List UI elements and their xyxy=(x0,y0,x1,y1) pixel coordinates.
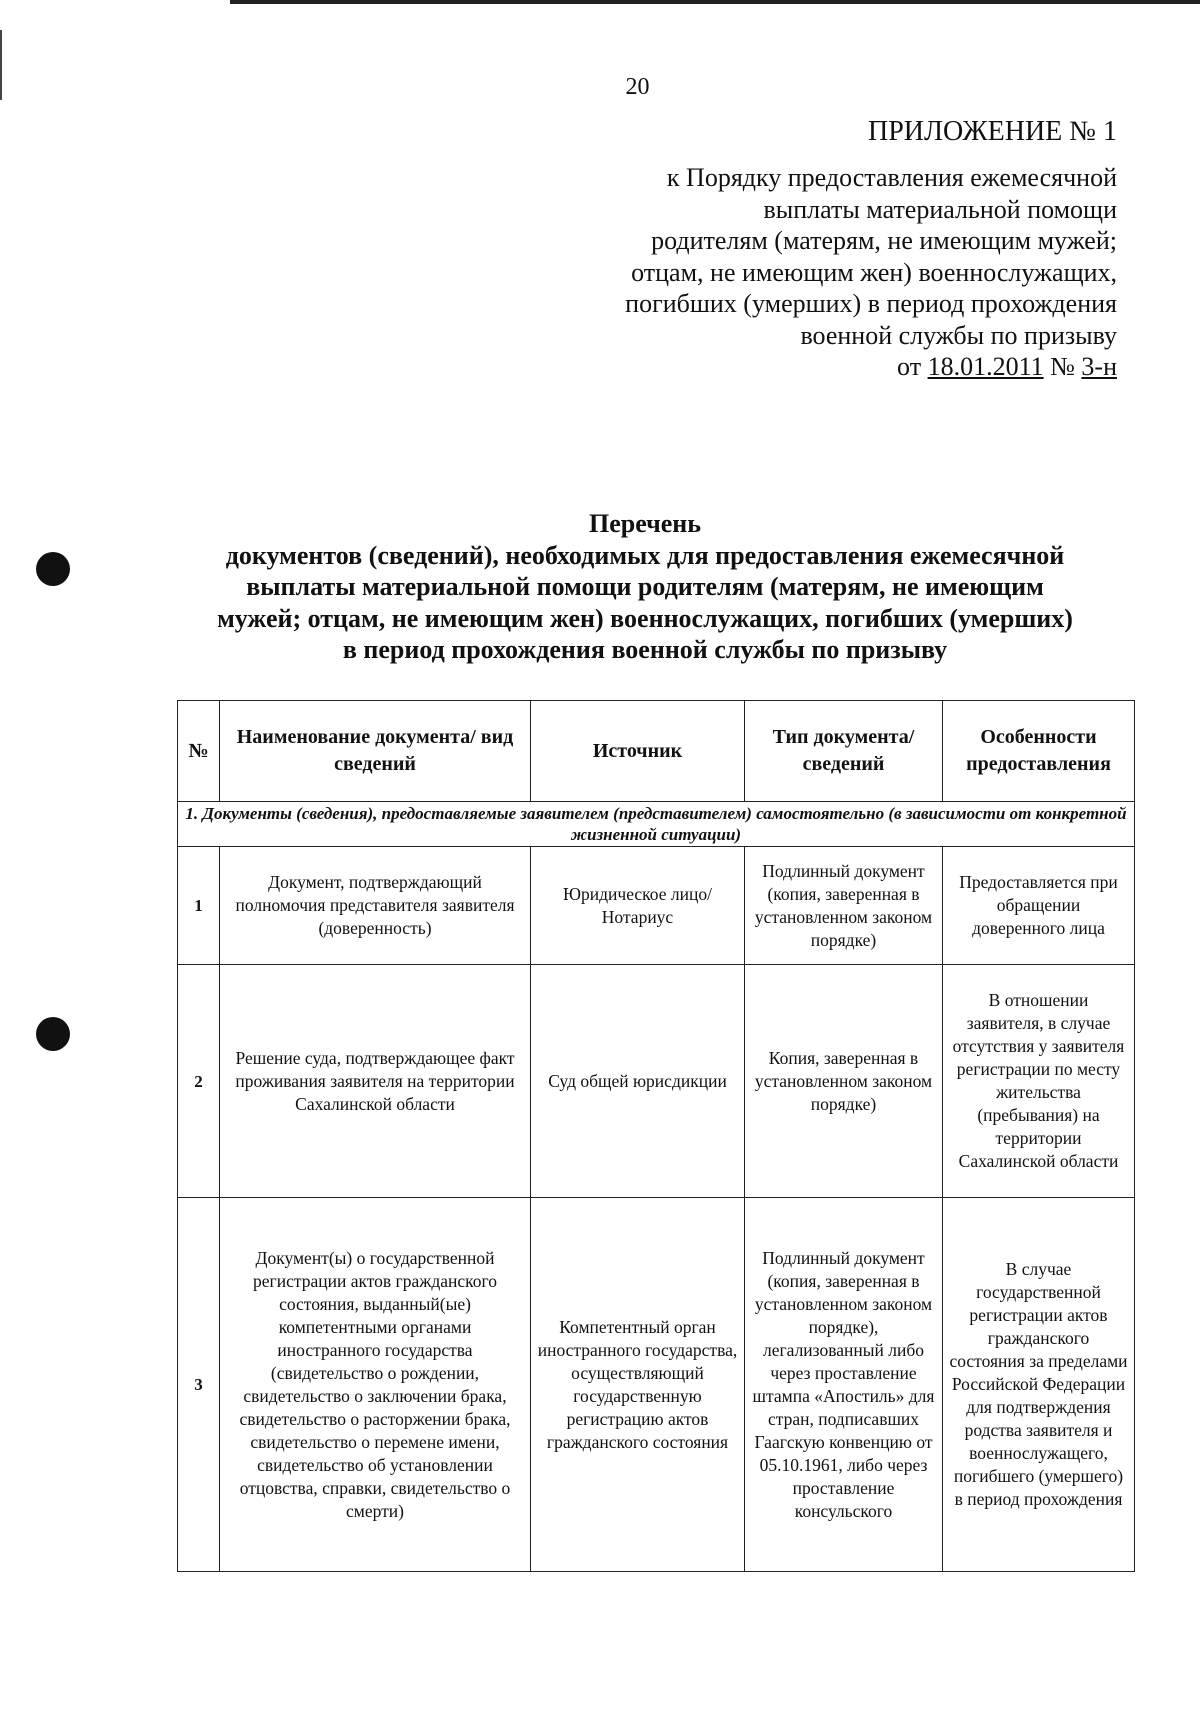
row-features: Предоставляется при обращении доверенного лица xyxy=(943,847,1135,965)
header-num: № xyxy=(178,701,220,802)
row-source: Суд общей юрисдикции xyxy=(531,965,745,1198)
appendix-number: 3-н xyxy=(1081,352,1117,381)
row-num: 2 xyxy=(178,965,220,1198)
table-row xyxy=(178,965,1135,1198)
header-type: Тип документа/сведений xyxy=(745,701,943,802)
heading-line: документов (сведений), необходимых для предоставления ежемесячной xyxy=(225,540,1065,570)
header-name: Наименование документа/ вид сведений xyxy=(220,701,531,802)
heading-line: выплаты материальной помощи родителям (матерям, не имеющим xyxy=(246,572,1044,601)
appendix-ref-line: отцам, не имеющим жен) военнослужащих, xyxy=(631,257,1117,287)
row-num: 1 xyxy=(178,847,220,965)
row-type: Копия, заверенная в установленном законом порядке) xyxy=(745,965,943,1198)
table-row xyxy=(178,1198,1135,1572)
row-type: Подлинный документ (копия, заверенная в установленном законом порядке) xyxy=(745,847,943,965)
heading-title: Перечень xyxy=(588,509,702,538)
row-source: Компетентный орган иностранного государства, осуществляющий государственную регистрацию актов гражданского состояния xyxy=(531,1198,745,1572)
punch-hole-bottom xyxy=(36,1017,70,1051)
scan-edge-top xyxy=(230,0,1200,4)
row-source: Юридическое лицо/ Нотариус xyxy=(531,847,745,965)
section-row xyxy=(178,802,1135,847)
header-features: Особенности предоставления xyxy=(943,701,1135,802)
appendix-ref-line: выплаты материальной помощи xyxy=(763,194,1117,224)
row-num: 3 xyxy=(178,1198,220,1572)
document-heading xyxy=(170,508,1120,666)
appendix-ref-line: военной службы по призыву xyxy=(800,320,1117,350)
table-row xyxy=(178,847,1135,965)
appendix-title: ПРИЛОЖЕНИЕ № 1 xyxy=(868,116,1117,147)
appendix-date-line xyxy=(557,351,1117,383)
row-features: В случае государственной регистрации актов гражданского состояния за пределами Российской Федерации для подтверждения родства заявителя и военнослужащего, погибшего (умершего) в период прохождения xyxy=(943,1198,1135,1572)
appendix-ref-line: родителям (матерям, не имеющим мужей; xyxy=(651,226,1117,255)
row-name: Документ(ы) о государственной регистрации актов гражданского состояния, выданный(ые) компетентными органами иностранного государства (свидетельство о рождении, свидетельство о заключении брака, свидетельство о расторжении брака, свидетельство о перемене имени, свидетельство об установлении отцовства, справки, свидетельство о смерти) xyxy=(220,1198,531,1572)
table-header-row xyxy=(178,701,1135,802)
header-source: Источник xyxy=(531,701,745,802)
row-name: Документ, подтверждающий полномочия представителя заявителя (доверенность) xyxy=(220,847,531,965)
appendix-ref-line: погибших (умерших) в период прохождения xyxy=(625,289,1117,318)
page-number: 20 xyxy=(625,74,650,100)
appendix-reference xyxy=(557,162,1117,383)
row-type: Подлинный документ (копия, заверенная в установленном законом порядке), легализованный либо через проставление штампа «Апостиль» для стран, подписавших Гаагскую конвенцию от 05.10.1961, либо через проставление консульского xyxy=(745,1198,943,1572)
date-prefix: от xyxy=(897,352,922,381)
row-features: В отношении заявителя, в случае отсутствия у заявителя регистрации по месту жительства (пребывания) на территории Сахалинской области xyxy=(943,965,1135,1198)
punch-hole-top xyxy=(36,552,70,586)
appendix-ref-line: к Порядку предоставления ежемесячной xyxy=(666,163,1117,192)
heading-line: в период прохождения военной службы по призыву xyxy=(342,635,948,664)
section-title: 1. Документы (сведения), предоставляемые заявителем (представителем) самостоятельно (в зависимости от конкретной жизненной ситуации) xyxy=(178,802,1135,847)
appendix-date: 18.01.2011 xyxy=(927,352,1044,381)
documents-table xyxy=(177,700,1135,1572)
number-prefix: № xyxy=(1050,352,1075,381)
row-name: Решение суда, подтверждающее факт проживания заявителя на территории Сахалинской области xyxy=(220,965,531,1198)
heading-line: мужей; отцам, не имеющим жен) военнослужащих, погибших (умерших) xyxy=(217,603,1073,633)
